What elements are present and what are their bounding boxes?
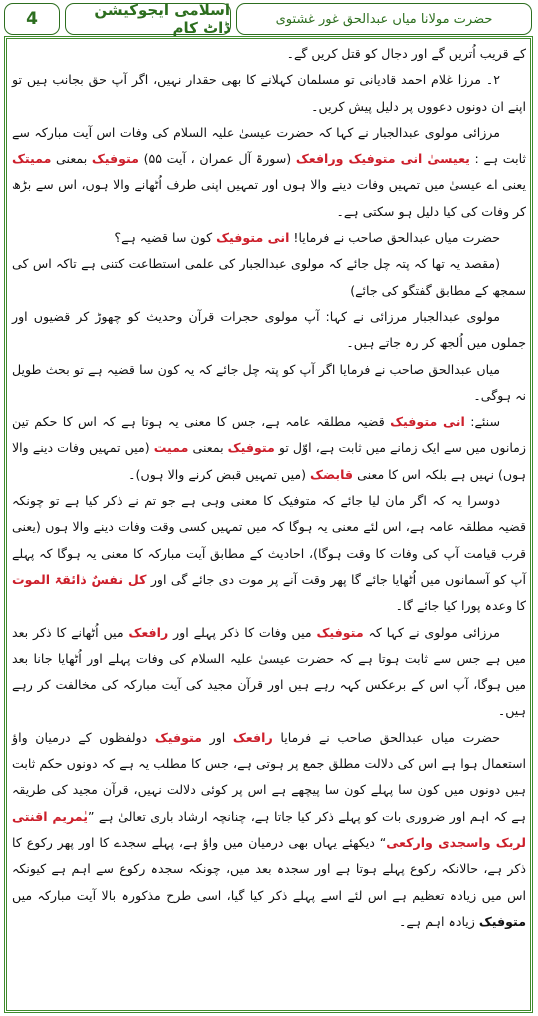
paragraph (12, 409, 526, 488)
highlighted-arabic-text: ممیتک (12, 151, 52, 167)
text-run: میں اُٹھانے کا ذکر بعد میں ہے جس سے ثابت ہوتا ہے کہ حضرت عیسیٰ علیہ السلام کی وفات پہلے اور اُٹھایا جانا بعد میں ہوگا، آپ اس کے برعکس کہہ رہے ہیں اور قرآن مجید کی آیت مبارکہ کی مخالفت کر رہے ہیں۔ (12, 624, 526, 719)
highlighted-arabic-text: یٰمریم اقنتی لربک واسجدی وارکعی (12, 808, 526, 850)
text-run: میں وفات کا ذکر پہلے اور (168, 624, 317, 640)
article-body (12, 41, 526, 935)
text-run: زیادہ اہم ہے۔ (399, 913, 479, 929)
text-run: کا وعدہ پورا کیا جائے گا۔ (395, 598, 526, 614)
text-run: (میں تمہیں قبض کرنے والا ہوں)۔ (128, 466, 311, 482)
text-run: دولفظوں کے درمیان واؤ استعمال ہوا ہے اس کی دلالت مطلق جمع پر ہوتی ہے، جس کا مطلب یہ ہے کہ دونوں حکم ثابت ہیں دونوں میں کون سا پہلے کون سا پیچھے ہے اس پر کوئی دلالت نہیں، قرآن مجید کی طریقہ ہے کہ اہم اور ضروری بات کو پہلے ذکر کیا جاتا ہے، چنانچہ ارشاد باری تعالیٰ ہے ” (12, 729, 526, 824)
paragraph (12, 41, 526, 67)
text-run: سنئے: (464, 414, 501, 430)
highlighted-arabic-text: انی متوفیک (216, 230, 290, 246)
paragraph (12, 67, 526, 120)
text-run: (میں تمہیں وفات دینے والا ہوں) نہیں ہے بلکہ اس کا معنی (12, 440, 526, 482)
book-title: حضرت مولانا میاں عبدالحق غور غشتوی (236, 3, 532, 35)
highlighted-arabic-text: انی متوفیک (390, 414, 465, 430)
text-run: میاں عبدالحق صاحب نے فرمایا اگر آپ کو پتہ چل جائے کہ یہ کون سا قضیہ ہے تو بحث طویل نہ ہوگی۔ (12, 361, 526, 403)
highlighted-arabic-text: یعیسیٰ انی متوفیک ورافعک (295, 151, 470, 167)
text-run: کون سا قضیہ ہے؟ (114, 230, 217, 246)
paragraph (12, 725, 526, 935)
text-run: حضرت میاں عبدالحق صاحب نے فرمایا (272, 729, 500, 745)
text-run: کے قریب اُتریں گے اور دجال کو قتل کریں گے۔ (286, 46, 526, 61)
text-run: بمعنی (188, 440, 228, 456)
text-run: (سورۃ آل عمران ، آیت ۵۵) (138, 151, 296, 167)
text-run: یعنی اے عیسیٰ میں تمہیں وفات دینے والا ہوں اور تمہیں اپنی طرف اُٹھانے والا ہوں، اس سے بڑھ کر وفات کی کیا دلیل ہو سکتی ہے۔ (12, 177, 526, 219)
paragraph (12, 251, 526, 304)
text-run: حضرت میاں عبدالحق صاحب نے فرمایا! (289, 230, 500, 246)
text-run: ۲۔ مرزا غلام احمد قادیانی تو مسلمان کہلانے کا بھی حقدار نہیں، اگر آپ حق بجانب ہیں تو اپنے ان دونوں دعووں پر دلیل پیش کریں۔ (12, 72, 526, 114)
text-run: “ دیکھئے یہاں بھی درمیان میں واؤ ہے، پہلے سجدے کا اور پھر رکوع کا ذکر ہے، حالانکہ رکوع پہلے ہوتا ہے اور سجدہ بعد میں، چونکہ سجدہ رکوع سے اہم ہے کیونکہ اس میں زیادہ تعظیم ہے اس لئے اسے پہلے ذکر کیا گیا، اسی طرح مذکورہ بالا آیت مبارکہ میں (12, 834, 526, 903)
highlighted-arabic-text: ممیت (153, 440, 189, 456)
highlighted-arabic-text: رافعک (232, 729, 273, 745)
highlighted-arabic-text: قابضک (310, 466, 354, 482)
page-header (4, 3, 532, 35)
paragraph (12, 120, 526, 225)
paragraph (12, 620, 526, 725)
text-run: مرزائی مولوی عبدالجبار نے کہا کہ حضرت عیسیٰ علیہ السلام کی وفات اس آیت مبارکہ سے ثابت ہے : (12, 124, 527, 167)
text-run: بمعنی (51, 151, 92, 167)
highlighted-arabic-text: متوفیک (316, 624, 364, 640)
text-run: دوسرا یہ کہ اگر مان لیا جائے کہ متوفیک کا معنی وہی ہے جو تم نے ذکر کیا ہے تو چونکہ قضیہ مطلقہ عامہ ہے، اس لئے معنی یہ ہوگا کہ میں تمہیں کسی وقت وفات دینے والا ہوں (یعنی قرب قیامت آپ کی وفات کا وقت ہوگا)، احادیث کے مطابق آیت مبارکہ کا معنی یہ ہوگا کہ پہلے آپ کو آسمانوں میں اُٹھایا جائے گا پھر وقت آنے پر موت دی جائے گی اور (12, 493, 526, 587)
text-run: قضیہ مطلقہ عامہ ہے، جس کا معنی یہ ہوتا ہے کہ اس کا حکم تین زمانوں میں سے ایک زمانے میں ثابت ہے، اوّل تو (12, 414, 526, 456)
paragraph (12, 357, 526, 410)
paragraph (12, 304, 526, 357)
site-name: اسلامی ایجوکیشن ڈاٹ کام (65, 3, 231, 35)
highlighted-arabic-text: متوفیک (227, 440, 275, 456)
text-run: اور (201, 729, 233, 745)
paragraph (12, 225, 526, 251)
page-number: 4 (4, 3, 60, 35)
text-run: مرزائی مولوی نے کہا کہ (363, 624, 500, 640)
paragraph (12, 488, 526, 619)
text-run: (مقصد یہ تھا کہ پتہ چل جائے کہ مولوی عبدالجبار کی علمی استطاعت کتنی ہے تاکہ اس کی سمجھ کے مطابق گفتگو کی جائے) (12, 256, 526, 298)
bold-text: متوفیک (478, 913, 526, 929)
highlighted-arabic-text: رافعک (128, 624, 169, 640)
highlighted-arabic-text: متوفیک (154, 729, 202, 745)
text-run: مولوی عبدالجبار مرزائی نے کہا: آپ مولوی حجرات قرآن وحدیث کو چھوڑ کر قضیوں اور جملوں میں اُلجھ کر رہ جاتے ہیں۔ (12, 308, 526, 351)
highlighted-arabic-text: کل نفسٌ ذائقۃ الموت (12, 571, 147, 587)
highlighted-arabic-text: متوفیک (91, 151, 139, 167)
